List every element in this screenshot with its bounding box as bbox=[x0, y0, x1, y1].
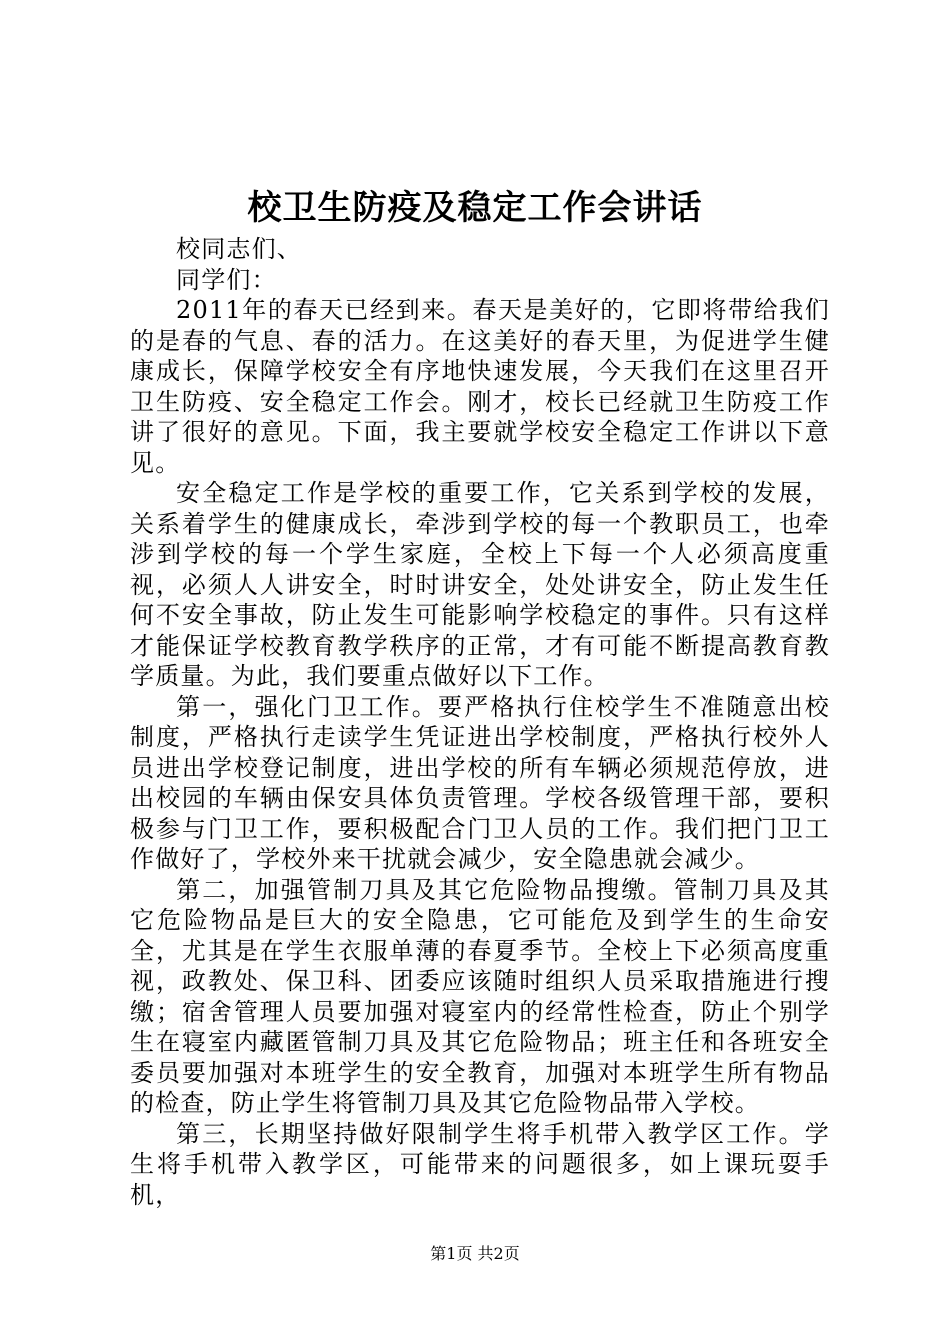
paragraph: 第一，强化门卫工作。要严格执行住校学生不准随意出校制度，严格执行走读学生凭证进出学校制度，严格执行校外人员进出学校登记制度，进出学校的所有车辆必须规范停放，进出校园的车辆由保安具体负责管理。学校各级管理干部，要积极参与门卫工作，要积极配合门卫人员的工作。我们把门卫工作做好了，学校外来干扰就会减少，安全隐患就会减少。 bbox=[130, 692, 830, 873]
document-body bbox=[130, 234, 830, 1210]
salutation-line: 同学们： bbox=[176, 265, 277, 294]
paragraph: 2011年的春天已经到来。春天是美好的，它即将带给我们的是春的气息、春的活力。在这美好的春天里，为促进学生健康成长，保障学校安全有序地快速发展，今天我们在这里召开卫生防疫、安全稳定工作会。刚才，校长已经就卫生防疫工作讲了很好的意见。下面，我主要就学校安全稳定工作讲以下意见。 bbox=[130, 296, 830, 477]
salutation-line: 校同志们、 bbox=[176, 235, 302, 263]
paragraph: 第二，加强管制刀具及其它危险物品搜缴。管制刀具及其它危险物品是巨大的安全隐患，它可能危及到学生的生命安全，尤其是在学生衣服单薄的春夏季节。全校上下必须高度重视，政教处、保卫科、团委应该随时组织人员采取措施进行搜缴；宿舍管理人员要加强对寝室内的经常性检查，防止个别学生在寝室内藏匿管制刀具及其它危险物品；班主任和各班安全委员要加强对本班学生的安全教育，加强对本班学生所有物品的检查，防止学生将管制刀具及其它危险物品带入学校。 bbox=[130, 875, 830, 1117]
paragraph: 第三，长期坚持做好限制学生将手机带入教学区工作。学生将手机带入教学区，可能带来的问题很多，如上课玩耍手机， bbox=[130, 1119, 830, 1209]
paragraph: 安全稳定工作是学校的重要工作，它关系到学校的发展，关系着学生的健康成长，牵涉到学校的每一个教职员工，也牵涉到学校的每一个学生家庭，全校上下每一个人必须高度重视，必须人人讲安全，时时讲安全，处处讲安全，防止发生任何不安全事故，防止发生可能影响学校稳定的事件。只有这样才能保证学校教育教学秩序的正常，才有可能不断提高教育教学质量。为此，我们要重点做好以下工作。 bbox=[130, 479, 830, 690]
document-title: 校卫生防疫及稳定工作会讲话 bbox=[247, 188, 703, 228]
page-footer: 第1页 共2页 bbox=[430, 1244, 520, 1263]
